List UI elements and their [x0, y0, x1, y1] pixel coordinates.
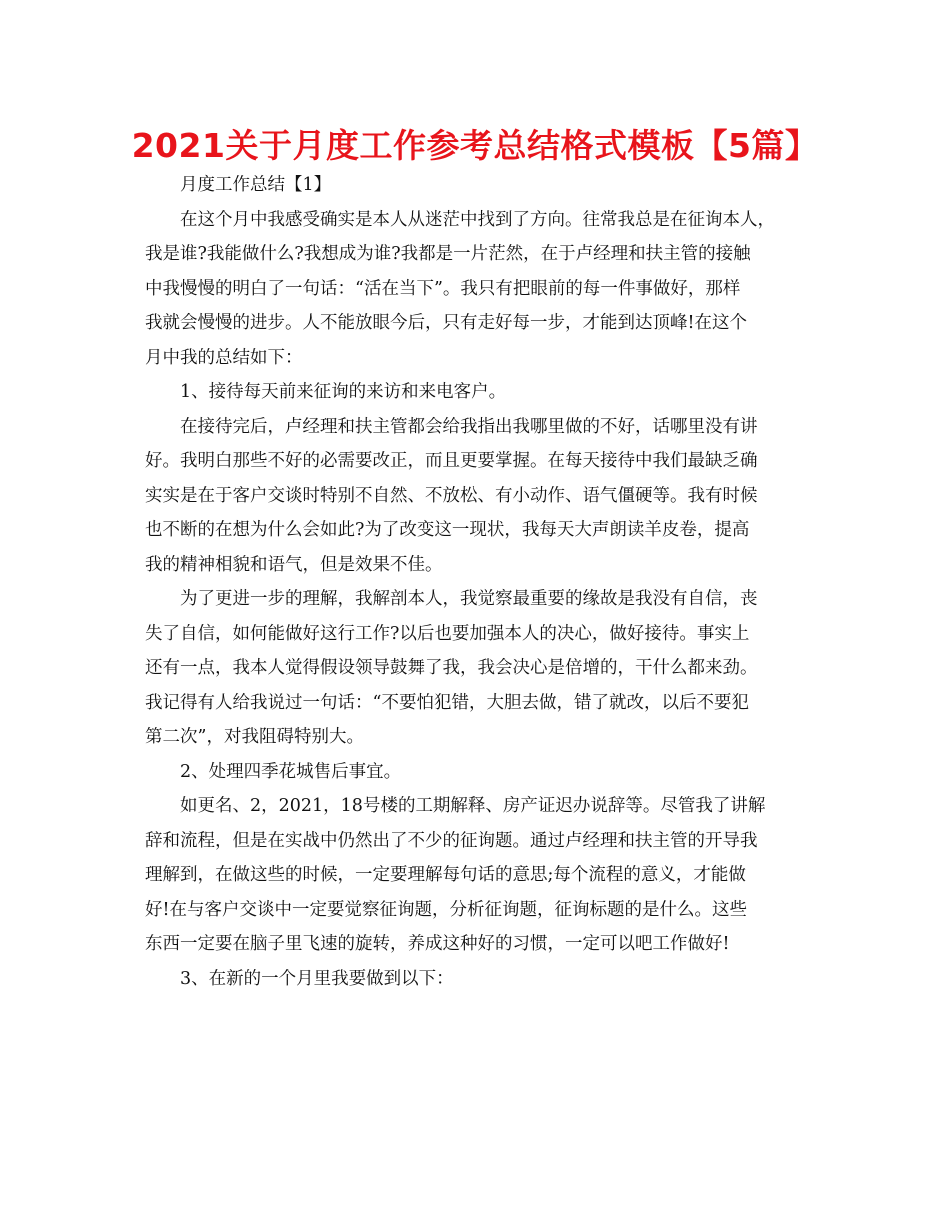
document-body	[145, 168, 815, 996]
body-paragraph: 在这个月中我感受确实是本人从迷茫中找到了方向。往常我总是在征询本人， 我是谁?我能做什么?我想成为谁?我都是一片茫然，在于卢经理和扶主管的接触 中我慢慢的明白了一句话：“活在当下”。我只有把眼前的每一件事做好，那样 我就会慢慢的进步。人不能放眼今后，只有走好每一步，才能到达顶峰!在这个 月中我的总结如下：	[145, 209, 775, 368]
section-heading: 月度工作总结【1】	[180, 175, 332, 195]
list-item-heading: 2、处理四季花城售后事宜。	[180, 761, 402, 782]
list-item-heading: 3、在新的一个月里我要做到以下：	[180, 968, 454, 989]
list-item-heading: 1、接待每天前来征询的来访和来电客户。	[180, 382, 507, 402]
body-paragraph: 如更名、2，2021，18号楼的工期解释、房产证迟办说辞等。尽管我了讲解 辞和流程，但是在实战中仍然出了不少的征询题。通过卢经理和扶主管的开导我 理解到，在做这些的时候，一定要理解每句话的意思;每个流程的意义，才能做 好!在与客户交谈中一定要觉察征询题，分析征询题，征询标题的是什么。这些 东西一定要在脑子里飞速的旋转，养成这种好的习惯，一定可以吧工作做好!	[145, 796, 766, 954]
body-paragraph: 在接待完后，卢经理和扶主管都会给我指出我哪里做的不好，话哪里没有讲 好。我明白那些不好的必需要改正，而且更要掌握。在每天接待中我们最缺乏确 实实是在于客户交谈时特别不自然、不放松、有小动作、语气僵硬等。我有时候 也不断的在想为什么会如此?为了改变这一现状，我每天大声朗读羊皮卷，提高 我的精神相貌和语气，但是效果不佳。	[145, 416, 758, 575]
body-paragraph: 为了更进一步的理解，我解剖本人，我觉察最重要的缘故是我没有自信，丧 失了自信，如何能做好这行工作?以后也要加强本人的决心，做好接待。事实上 还有一点，我本人觉得假设领导鼓舞了我，我会决心是倍增的，干什么都来劲。 我记得有人给我说过一句话：“不要怕犯错，大胆去做，错了就改，以后不要犯 第二次”，对我阻碍特别大。	[145, 589, 758, 747]
document-title: 2021关于月度工作参考总结格式模板【5篇】	[131, 126, 819, 165]
